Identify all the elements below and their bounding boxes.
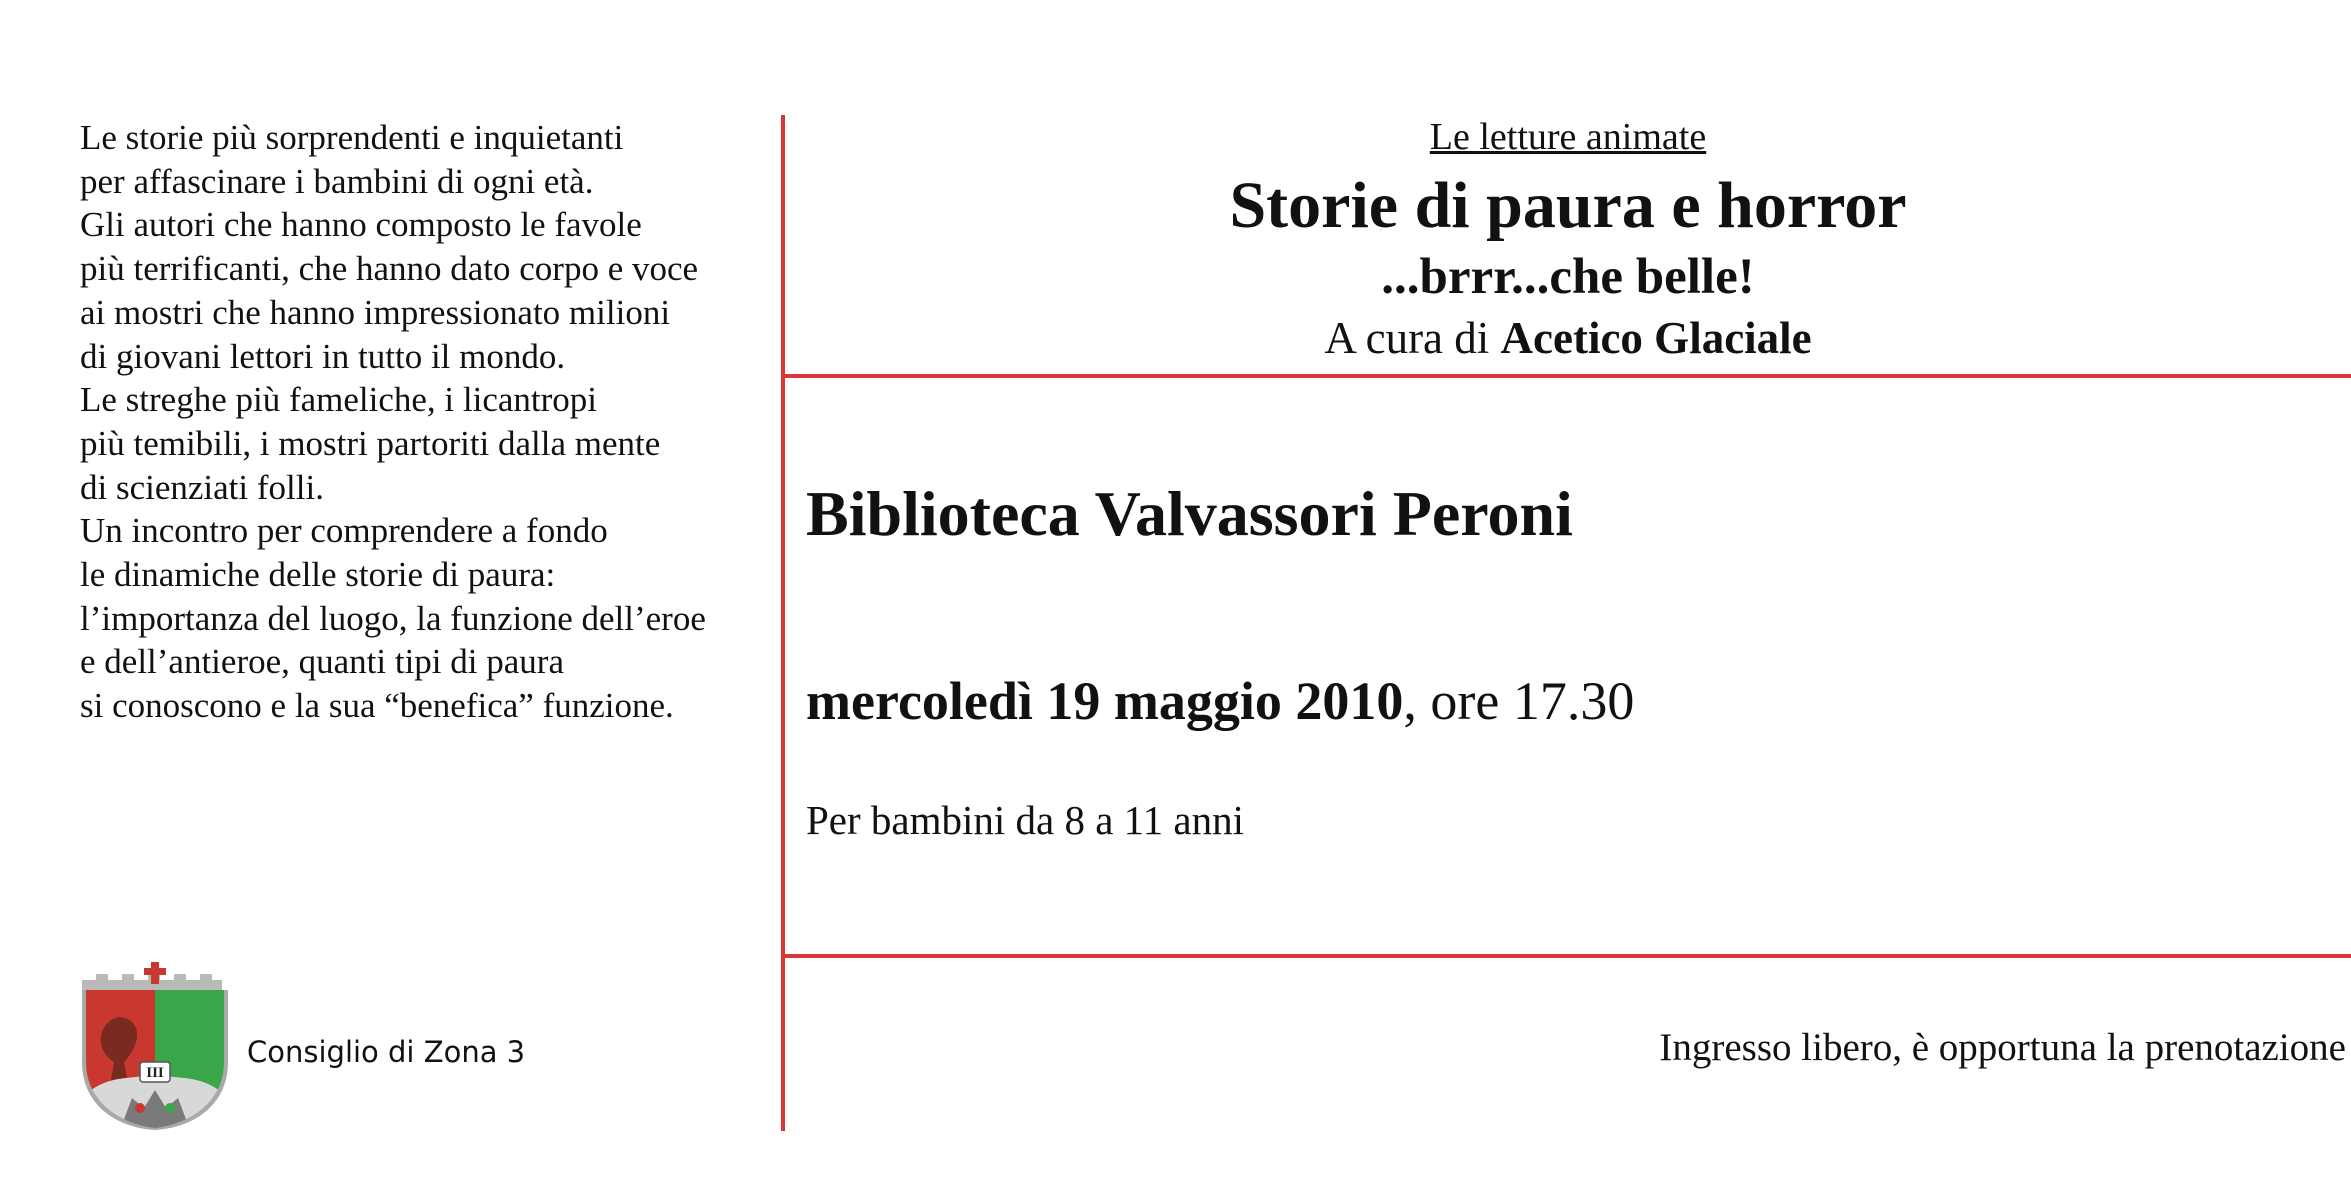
horizontal-divider-top xyxy=(781,374,2351,378)
event-subtitle: ...brrr...che belle! xyxy=(1381,249,1755,305)
description-line: di giovani lettori in tutto il mondo. xyxy=(80,336,566,376)
event-title: Storie di paura e horror xyxy=(1229,169,1907,242)
event-date: mercoledì 19 maggio 2010 xyxy=(806,671,1404,731)
event-description xyxy=(80,116,780,728)
description-line: Le streghe più fameliche, i licantropi xyxy=(80,380,598,420)
description-line: l’importanza del luogo, la funzione dell’eroe xyxy=(80,598,706,638)
description-line: le dinamiche delle storie di paura: xyxy=(80,555,556,595)
description-line: e dell’antieroe, quanti tipi di paura xyxy=(80,642,564,682)
audience-note: Per bambini da 8 a 11 anni xyxy=(806,797,1244,843)
description-line: di scienziati folli. xyxy=(80,467,324,507)
crest-numeral: III xyxy=(146,1065,164,1081)
description-line: per affascinare i bambini di ogni età. xyxy=(80,161,594,201)
series-label: Le letture animate xyxy=(1429,116,1707,158)
description-line: più temibili, i mostri partoriti dalla mente xyxy=(80,423,661,463)
description-line: ai mostri che hanno impressionato milioni xyxy=(80,292,671,332)
curator-line xyxy=(785,308,2351,368)
curator-name: Acetico Glaciale xyxy=(1500,313,1812,363)
event-header xyxy=(785,112,2351,368)
event-time: , ore 17.30 xyxy=(1403,671,1635,731)
horizontal-divider-bottom xyxy=(781,954,2351,958)
description-line: più terrificanti, che hanno dato corpo e voce xyxy=(80,249,699,289)
description-line: Un incontro per comprendere a fondo xyxy=(80,511,608,551)
zone-crest-icon xyxy=(80,962,230,1130)
entry-note: Ingresso libero, è opportuna la prenotazione xyxy=(1659,1026,2346,1069)
curator-prefix: A cura di xyxy=(1324,313,1501,363)
event-datetime xyxy=(806,666,1634,736)
description-line: Le storie più sorprendenti e inquietanti xyxy=(80,118,624,157)
description-line: Gli autori che hanno composto le favole xyxy=(80,205,642,245)
council-name: Consiglio di Zona 3 xyxy=(247,1035,526,1069)
venue-name: Biblioteca Valvassori Peroni xyxy=(806,478,1573,549)
description-line: si conoscono e la sua “benefica” funzione. xyxy=(80,686,674,726)
